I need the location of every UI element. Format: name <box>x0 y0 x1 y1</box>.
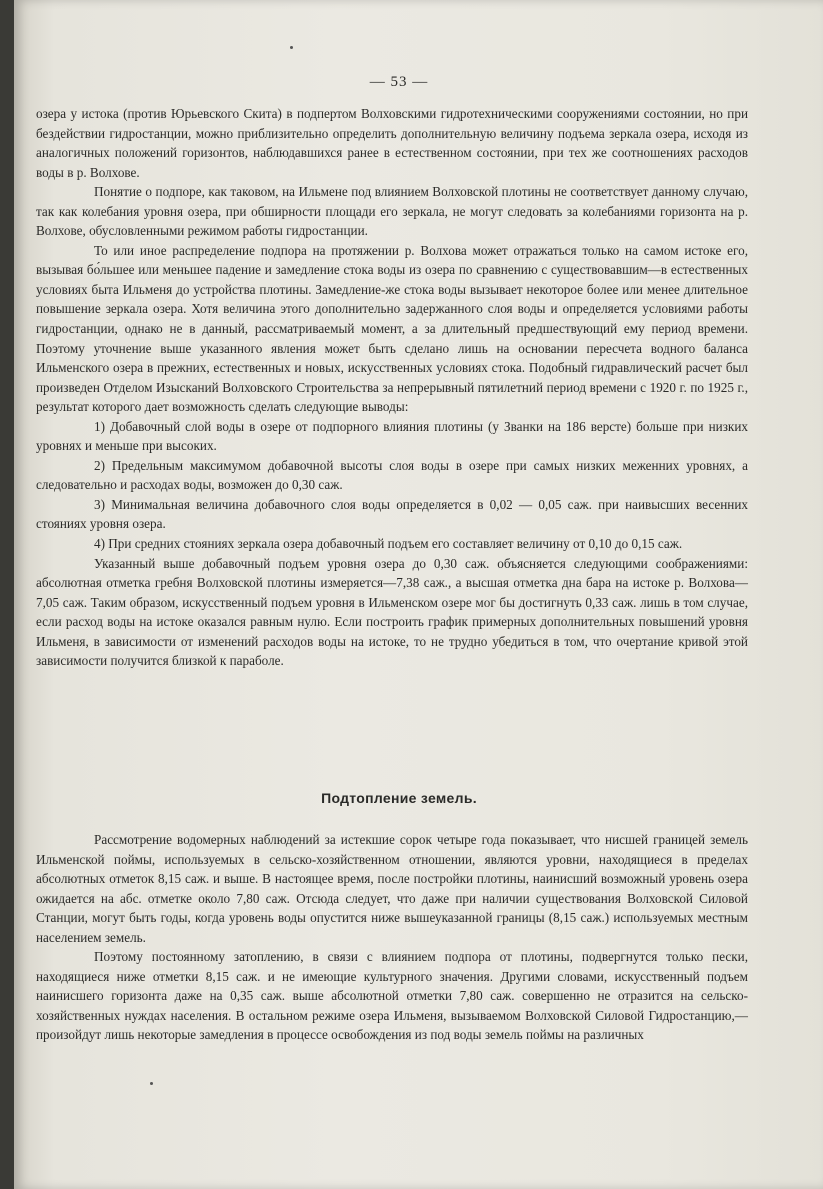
conclusion-item-2: 2) Предельным максимумом добавочной высоты слоя воды в озере при самых низких меженних уровнях, а следовательно и расходах воды, возможен до 0,30 саж. <box>36 457 748 493</box>
paragraph: То или иное распределение подпора на протяжении р. Волхова может отражаться только на самом истоке его, вызывая бо́льшее или меньшее падение и замедление стока воды из озера по сравнению с существовавшим—в естественных условиях быта Ильменя до устройства плотины. Замедление-же стока воды вызывает некоторое более или менее длительное повышение зеркала озера. Хотя величина этого дополнительно задержанного слоя воды и определяется условиями работы гидростанции, однако не в данный, рассматриваемый момент, а за длительный предшествующий ему период времени. Поэтому уточнение выше указанного явления может быть сделано лишь на основании пересчета водного баланса Ильменского озера в прежних, естественных и новых, искусственных условиях стока. Подобный гидравлический расчет был произведен Отделом Изысканий Волховского Строительства за непрерывный пятилетний период времени с 1920 г. по 1925 г., результат которого дает возможность сделать следующие выводы: <box>36 242 748 415</box>
section-heading: Подтопление земель. <box>321 790 477 806</box>
paragraph: Рассмотрение водомерных наблюдений за истекшие сорок четыре года показывает, что нисшей границей земель Ильменской поймы, используемых в сельско-хозяйственном отношении, являются уровни, находящиеся в пределах абсолютных отметок 8,15 саж. и выше. В настоящее время, после постройки плотины, наинисший возможный уровень озера ожидается на абс. отметке около 7,80 саж. Отсюда следует, что даже при наличии существования Волховской Силовой Станции, могут быть годы, когда уровень воды опустится ниже вышеуказанной границы (8,15 саж.) используемых местным населением земель. <box>36 832 748 945</box>
paper-speck <box>290 46 293 49</box>
paragraph: Понятие о подпоре, как таковом, на Ильмене под влиянием Волховской плотины не соответствует данному случаю, так как колебания уровня озера, при обширности площади его зеркала, не могут следовать за колебаниями горизонта на р. Волхове, обусловленными режимом работы гидростанции. <box>36 184 748 239</box>
book-page <box>14 0 823 1189</box>
page-number: — 53 — <box>369 74 429 90</box>
paragraph: Поэтому постоянному затоплению, в связи с влиянием подпора от плотины, подвергнутся только пески, находящиеся ниже отметки 8,15 саж. и не имеющие культурного значения. Другими словами, искусственный подъем наинисшего горизонта даже на 0,35 саж. выше абсолютной отметки 7,80 саж. совершенно не отразится на сельско-хозяйственных нуждах населения. В остальном режиме озера Ильменя, вызываемом Волховской Силовой Гидростанцию,—произойдут лишь некоторые замедления в процессе освобождения из под воды земель поймы на различных <box>36 949 748 1043</box>
conclusion-item-3: 3) Минимальная величина добавочного слоя воды определяется в 0,02 — 0,05 саж. при наивысших весенних стояниях уровня озера. <box>36 496 748 532</box>
paper-speck <box>150 1082 153 1085</box>
paragraph: Указанный выше добавочный подъем уровня озера до 0,30 саж. объясняется следующими соображениями: абсолютная отметка гребня Волховской плотины измеряется—7,38 саж., а высшая отметка дна бара на истоке р. Волхова—7,05 саж. Таким образом, искусственный подъем уровня в Ильменском озере мог бы достигнуть 0,33 саж. лишь в том случае, если расход воды на истоке оказался равным нулю. Если построить график примерных дополнительных повышений уровня Ильменя, в зависимости от изменений расходов воды на истоке, то не трудно убедиться в том, что очертание кривой этой зависимости получится близкой к параболе. <box>36 555 748 669</box>
paragraph: озера у истока (против Юрьевского Скита) в подпертом Волховскими гидротехническими сооружениями состоянии, но при бездействии гидростанции, можно приблизительно определить дополнительную величину подъема зеркала озера, исходя из аналогичных положений горизонтов, наблюдавшихся ранее в естественном состоянии, при тех же соотношениях расходов воды в р. Волхове. <box>36 106 748 180</box>
conclusion-item-1: 1) Добавочный слой воды в озере от подпорного влияния плотины (у Званки на 186 версте) больше при низких уровнях и меньше при высоких. <box>36 418 748 454</box>
section-text-block <box>36 830 748 1045</box>
conclusion-item-4: 4) При средних стояниях зеркала озера добавочный подъем его составляет величину от 0,10 до 0,15 саж. <box>94 536 683 552</box>
main-text-block <box>36 104 748 671</box>
